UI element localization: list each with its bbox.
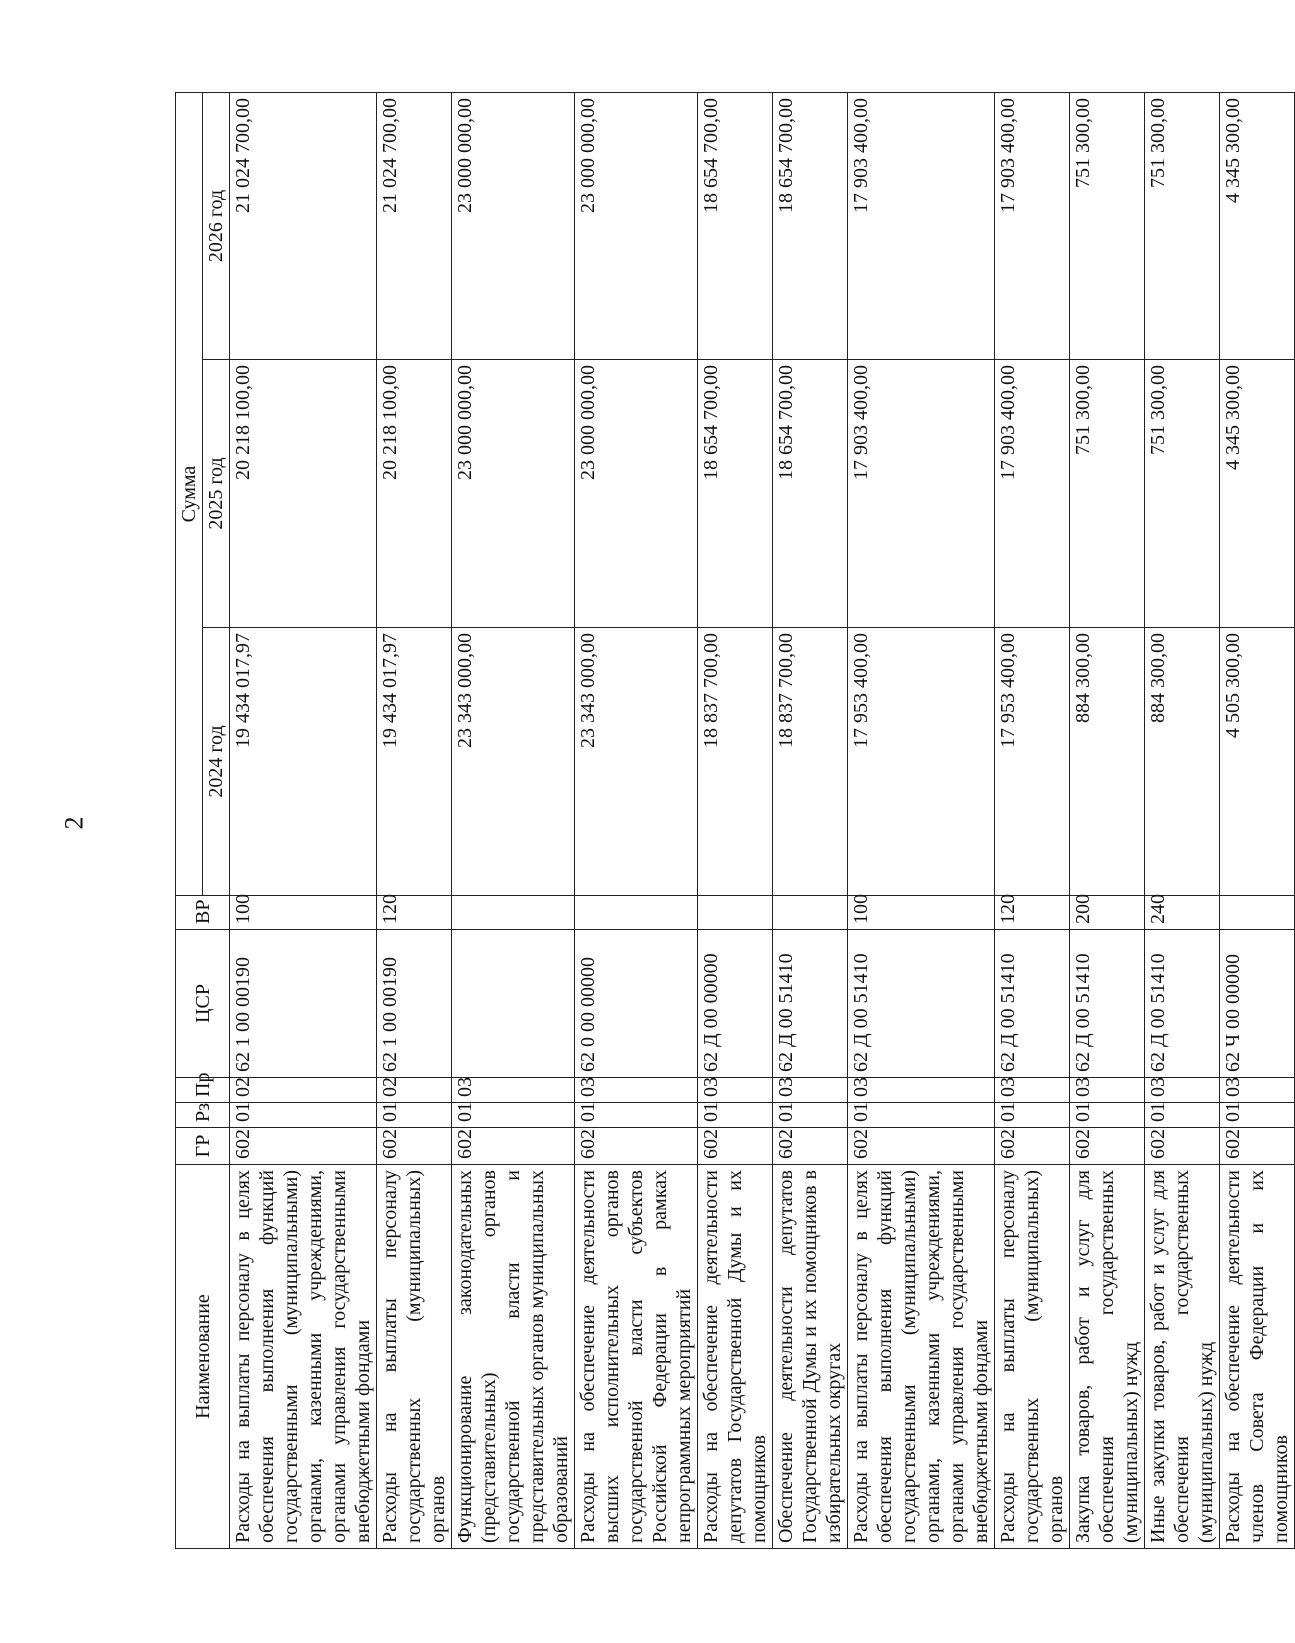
row-2024: 884 300,00 [1070,628,1145,896]
table-row [995,93,1070,1549]
row-vr: 240 [1145,896,1220,930]
row-vr [575,896,698,930]
row-csr: 62 Д 00 51410 [1070,930,1145,1078]
row-gr: 602 [1145,1128,1220,1165]
row-vr: 200 [1070,896,1145,930]
row-2025: 18 654 700,00 [698,360,773,628]
row-csr: 62 Д 00 51410 [848,930,995,1078]
row-2026: 23 000 000,00 [452,93,575,360]
row-2025: 751 300,00 [1145,360,1220,628]
row-csr: 62 Ч 00 00000 [1220,930,1295,1078]
row-name: Расходы на выплаты персоналу в целях обеспечения выполнения функций государственными (муниципальными) органами, казенными учреждениями, органами управления государственными внебюджетными фондами [230,1165,377,1549]
row-pr: 03 [698,1078,773,1103]
row-pr: 02 [377,1078,452,1103]
row-2025: 23 000 000,00 [452,360,575,628]
row-name: Функционирование законодательных (представительных) органов государственной власти и представительных органов муниципальных образований [452,1165,575,1549]
page-number: 2 [59,816,89,830]
row-vr [698,896,773,930]
row-2026: 751 300,00 [1145,93,1220,360]
row-rz: 01 [230,1103,377,1128]
row-name: Расходы на обеспечение деятельности депутатов Государственной Думы и их помощников [698,1165,773,1549]
row-rz: 01 [995,1103,1070,1128]
header-rz: Рз [176,1103,230,1128]
row-name: Обеспечение деятельности депутатов Государственной Думы и их помощников в избирательных округах [773,1165,848,1549]
rotated-document [175,93,1292,1549]
table-row [230,93,377,1549]
row-2026: 4 345 300,00 [1220,93,1295,360]
row-2026: 17 903 400,00 [848,93,995,360]
header-2025: 2025 год [203,360,230,628]
row-pr: 03 [995,1078,1070,1103]
row-2024: 18 837 700,00 [698,628,773,896]
row-vr [773,896,848,930]
row-rz: 01 [698,1103,773,1128]
row-gr: 602 [773,1128,848,1165]
row-name: Расходы на обеспечение деятельности высших исполнительных органов государственной власти субъектов Российской Федерации в рамках непрограммных мероприятий [575,1165,698,1549]
row-gr: 602 [377,1128,452,1165]
row-2025: 20 218 100,00 [230,360,377,628]
row-name: Расходы на выплаты персоналу государственных (муниципальных) органов [995,1165,1070,1549]
row-pr: 03 [1220,1078,1295,1103]
row-name: Расходы на выплаты персоналу государственных (муниципальных) органов [377,1165,452,1549]
table-row [377,93,452,1549]
row-2026: 18 654 700,00 [773,93,848,360]
row-2025: 20 218 100,00 [377,360,452,628]
row-2026: 21 024 700,00 [230,93,377,360]
row-rz: 01 [1220,1103,1295,1128]
row-rz: 01 [1145,1103,1220,1128]
table-row [575,93,698,1549]
row-name: Расходы на обеспечение деятельности членов Совета Федерации и их помощников [1220,1165,1295,1549]
row-rz: 01 [575,1103,698,1128]
row-2026: 23 000 000,00 [575,93,698,360]
budget-table [175,92,1295,1549]
row-gr: 602 [995,1128,1070,1165]
header-2026: 2026 год [203,93,230,360]
row-vr: 120 [995,896,1070,930]
table-row [1220,93,1295,1549]
row-gr: 602 [1070,1128,1145,1165]
row-2025: 23 000 000,00 [575,360,698,628]
table-row [1145,93,1220,1549]
row-vr [1220,896,1295,930]
table-row [698,93,773,1549]
header-name: Наименование [176,1165,230,1549]
row-2026: 18 654 700,00 [698,93,773,360]
row-vr: 100 [848,896,995,930]
row-gr: 602 [452,1128,575,1165]
row-vr: 120 [377,896,452,930]
row-pr: 03 [452,1078,575,1103]
row-csr: 62 Д 00 51410 [773,930,848,1078]
row-pr: 02 [230,1078,377,1103]
row-2026: 21 024 700,00 [377,93,452,360]
row-gr: 602 [575,1128,698,1165]
row-2025: 17 903 400,00 [995,360,1070,628]
row-gr: 602 [698,1128,773,1165]
row-2024: 19 434 017,97 [377,628,452,896]
header-2024: 2024 год [203,628,230,896]
row-gr: 602 [848,1128,995,1165]
row-name: Расходы на выплаты персоналу в целях обеспечения выполнения функций государственными (муниципальными) органами, казенными учреждениями, органами управления государственными внебюджетными фондами [848,1165,995,1549]
row-2024: 4 505 300,00 [1220,628,1295,896]
row-2024: 17 953 400,00 [848,628,995,896]
row-name: Закупка товаров, работ и услуг для обеспечения государственных (муниципальных) нужд [1070,1165,1145,1549]
row-2025: 18 654 700,00 [773,360,848,628]
row-csr: 62 0 00 00000 [575,930,698,1078]
header-vr: ВР [176,896,230,930]
row-pr: 03 [1145,1078,1220,1103]
row-2024: 19 434 017,97 [230,628,377,896]
row-2024: 23 343 000,00 [575,628,698,896]
table-row [848,93,995,1549]
row-rz: 01 [848,1103,995,1128]
row-csr: 62 1 00 00190 [377,930,452,1078]
row-vr [452,896,575,930]
row-rz: 01 [1070,1103,1145,1128]
row-2025: 17 903 400,00 [848,360,995,628]
row-pr: 03 [1070,1078,1145,1103]
row-csr: 62 Д 00 51410 [1145,930,1220,1078]
row-rz: 01 [452,1103,575,1128]
table-row [452,93,575,1549]
row-rz: 01 [377,1103,452,1128]
table-row [1070,93,1145,1549]
row-rz: 01 [773,1103,848,1128]
row-gr: 602 [1220,1128,1295,1165]
row-2026: 751 300,00 [1070,93,1145,360]
row-2024: 884 300,00 [1145,628,1220,896]
row-csr: 62 Д 00 51410 [995,930,1070,1078]
header-csr: ЦСР [176,930,230,1078]
header-row-1 [176,93,203,1549]
row-csr [452,930,575,1078]
row-vr: 100 [230,896,377,930]
row-csr: 62 1 00 00190 [230,930,377,1078]
row-name: Иные закупки товаров, работ и услуг для обеспечения государственных (муниципальных) нужд [1145,1165,1220,1549]
row-gr: 602 [230,1128,377,1165]
row-2024: 23 343 000,00 [452,628,575,896]
table-body [230,93,1295,1549]
row-2024: 17 953 400,00 [995,628,1070,896]
row-2025: 751 300,00 [1070,360,1145,628]
header-sum: Сумма [176,93,203,896]
row-pr: 03 [773,1078,848,1103]
header-pr: Пр [176,1078,230,1103]
table-row [773,93,848,1549]
row-csr: 62 Д 00 00000 [698,930,773,1078]
row-pr: 03 [575,1078,698,1103]
row-2026: 17 903 400,00 [995,93,1070,360]
row-pr: 03 [848,1078,995,1103]
header-gr: ГР [176,1128,230,1165]
row-2025: 4 345 300,00 [1220,360,1295,628]
row-2024: 18 837 700,00 [773,628,848,896]
